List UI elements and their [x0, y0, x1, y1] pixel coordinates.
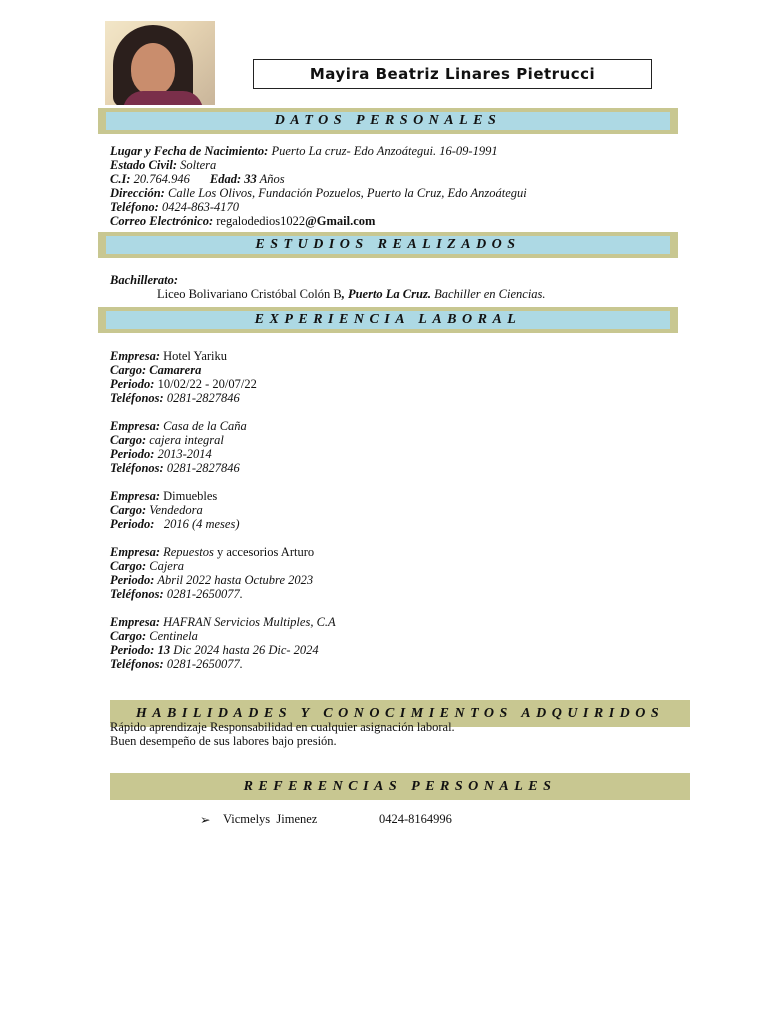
- civil-line: Estado Civil: Soltera: [110, 158, 217, 172]
- job-1-empresa: Empresa: Hotel Yariku: [110, 349, 228, 363]
- job-3-cargo: Cargo: Vendedora: [110, 503, 203, 517]
- job-1-periodo: Periodo: 10/02/22 - 20/07/22: [110, 377, 257, 391]
- personal-info: [110, 144, 527, 228]
- job-4-telefonos: Teléfonos: 0281-2650077.: [110, 587, 243, 601]
- job-4-periodo: Periodo: Abril 2022 hasta Octubre 2023: [110, 573, 314, 587]
- job-5-periodo: Periodo: 13 Dic 2024 hasta 26 Dic- 2024: [110, 643, 319, 657]
- profile-photo: [105, 21, 215, 105]
- job-2-telefonos: Teléfonos: 0281-2827846: [110, 461, 240, 475]
- job-1-telefonos: Teléfonos: 0281-2827846: [110, 391, 240, 405]
- phone-line: Teléfono: 0424-863-4170: [110, 200, 240, 214]
- reference-bullet-icon: ➢: [200, 813, 211, 827]
- section-personal-title: DATOS PERSONALES: [106, 112, 670, 130]
- job-4-empresa: Empresa: Repuestos y accesorios Arturo: [110, 545, 315, 559]
- photo-face: [131, 43, 175, 95]
- full-name: Mayira Beatriz Linares Pietrucci: [253, 59, 652, 89]
- skills-line-1: Rápido aprendizaje Responsabilidad en cualquier asignación laboral.: [110, 720, 455, 734]
- ci-age-line: C.I: 20.764.946 Edad: 33 Años: [110, 172, 285, 186]
- job-5-telefonos: Teléfonos: 0281-2650077.: [110, 657, 243, 671]
- studies-detail: Liceo Bolivariano Cristóbal Colón B, Puerto La Cruz. Bachiller en Ciencias.: [157, 287, 546, 301]
- reference-name: Vicmelys Jimenez: [223, 812, 318, 826]
- address-line: Dirección: Calle Los Olivos, Fundación Pozuelos, Puerto la Cruz, Edo Anzoátegui: [110, 186, 527, 200]
- section-experience-band: [98, 307, 678, 333]
- job-2-empresa: Empresa: Casa de la Caña: [110, 419, 247, 433]
- job-4-cargo: Cargo: Cajera: [110, 559, 184, 573]
- photo-shirt: [123, 91, 203, 105]
- experience-list: [110, 349, 336, 671]
- section-studies-band: [98, 232, 678, 258]
- email-line: Correo Electrónico: regalodedios1022@Gmail.com: [110, 214, 376, 228]
- birth-line: Lugar y Fecha de Nacimiento: Puerto La cruz- Edo Anzoátegui. 16-09-1991: [110, 144, 498, 158]
- section-experience-title: EXPERIENCIA LABORAL: [106, 311, 670, 329]
- section-personal-band: [98, 108, 678, 134]
- skills-line-2: Buen desempeño de sus labores bajo presión.: [110, 734, 337, 748]
- section-studies-title: ESTUDIOS REALIZADOS: [106, 236, 670, 254]
- job-3-empresa: Empresa: Dimuebles: [110, 489, 218, 503]
- section-references-title: REFERENCIAS PERSONALES: [110, 773, 690, 800]
- studies-info: [110, 273, 546, 301]
- job-2-periodo: Periodo: 2013-2014: [110, 447, 212, 461]
- job-5-cargo: Cargo: Centinela: [110, 629, 198, 643]
- skills-text: [110, 720, 455, 748]
- job-5-empresa: Empresa: HAFRAN Servicios Multiples, C.A: [110, 615, 336, 629]
- job-1-cargo: Cargo: Camarera: [110, 363, 202, 377]
- job-3-periodo: Periodo: 2016 (4 meses): [110, 517, 240, 531]
- studies-level: Bachillerato:: [110, 273, 179, 287]
- job-2-cargo: Cargo: cajera integral: [110, 433, 224, 447]
- section-skills-title: HABILIDADES Y CONOCIMIENTOS ADQUIRIDOS: [110, 700, 690, 727]
- reference-phone: 0424-8164996: [379, 812, 452, 826]
